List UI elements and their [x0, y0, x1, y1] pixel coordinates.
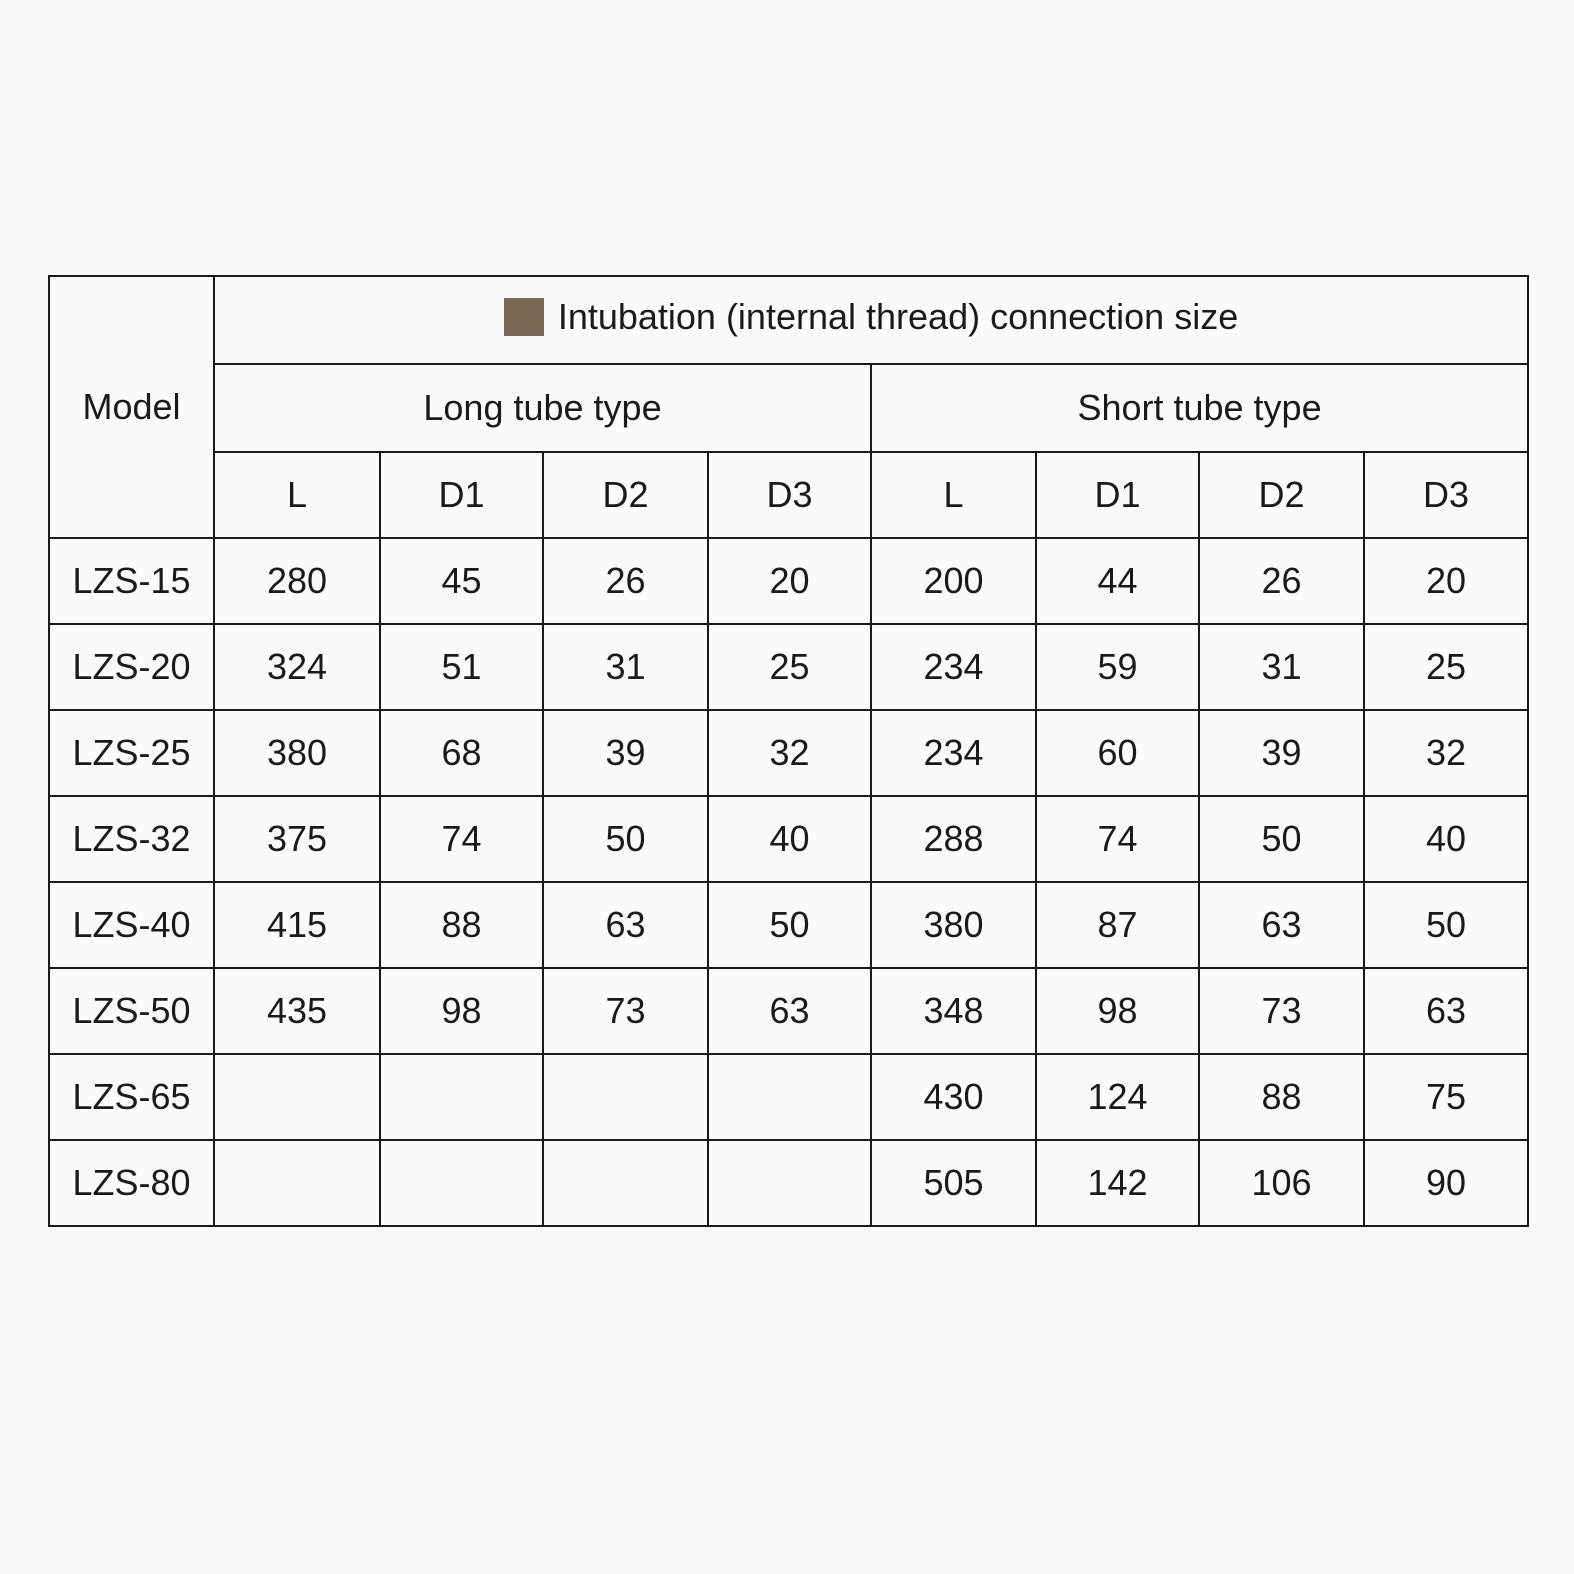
value-cell: 380: [214, 710, 380, 796]
column-header: D2: [543, 452, 708, 538]
value-cell: 32: [708, 710, 871, 796]
value-cell: 45: [380, 538, 543, 624]
table-row: [49, 968, 1528, 1054]
table-row: [49, 538, 1528, 624]
value-cell: 234: [871, 710, 1036, 796]
value-cell: 74: [380, 796, 543, 882]
value-cell: 98: [380, 968, 543, 1054]
group-header-long: Long tube type: [214, 364, 871, 452]
value-cell: 60: [1036, 710, 1199, 796]
value-cell: [214, 1054, 380, 1140]
model-cell: LZS-40: [49, 882, 214, 968]
value-cell: 26: [1199, 538, 1364, 624]
table-row: [49, 710, 1528, 796]
column-header: D2: [1199, 452, 1364, 538]
value-cell: 324: [214, 624, 380, 710]
value-cell: 20: [708, 538, 871, 624]
column-header: D1: [1036, 452, 1199, 538]
value-cell: 430: [871, 1054, 1036, 1140]
value-cell: 505: [871, 1140, 1036, 1226]
model-cell: LZS-20: [49, 624, 214, 710]
model-cell: LZS-32: [49, 796, 214, 882]
value-cell: 375: [214, 796, 380, 882]
value-cell: 25: [1364, 624, 1528, 710]
value-cell: 50: [1199, 796, 1364, 882]
value-cell: 63: [543, 882, 708, 968]
value-cell: 68: [380, 710, 543, 796]
column-header: L: [871, 452, 1036, 538]
value-cell: [708, 1054, 871, 1140]
model-cell: LZS-65: [49, 1054, 214, 1140]
table-row: [49, 1054, 1528, 1140]
table-title: Intubation (internal thread) connection size: [557, 295, 1239, 337]
value-cell: 74: [1036, 796, 1199, 882]
value-cell: 124: [1036, 1054, 1199, 1140]
value-cell: 87: [1036, 882, 1199, 968]
column-header: D3: [708, 452, 871, 538]
value-cell: 63: [708, 968, 871, 1054]
value-cell: 280: [214, 538, 380, 624]
value-cell: 32: [1364, 710, 1528, 796]
value-cell: [380, 1140, 543, 1226]
value-cell: 44: [1036, 538, 1199, 624]
model-cell: LZS-15: [49, 538, 214, 624]
value-cell: 40: [1364, 796, 1528, 882]
value-cell: 90: [1364, 1140, 1528, 1226]
value-cell: 39: [1199, 710, 1364, 796]
value-cell: 380: [871, 882, 1036, 968]
value-cell: 73: [543, 968, 708, 1054]
model-header: Model: [49, 276, 214, 538]
table-row: [49, 624, 1528, 710]
value-cell: 88: [1199, 1054, 1364, 1140]
group-header-short: Short tube type: [871, 364, 1528, 452]
model-cell: LZS-80: [49, 1140, 214, 1226]
value-cell: 50: [543, 796, 708, 882]
value-cell: 106: [1199, 1140, 1364, 1226]
value-cell: 75: [1364, 1054, 1528, 1140]
value-cell: 98: [1036, 968, 1199, 1054]
value-cell: 26: [543, 538, 708, 624]
value-cell: 39: [543, 710, 708, 796]
value-cell: 50: [1364, 882, 1528, 968]
value-cell: 59: [1036, 624, 1199, 710]
value-cell: 200: [871, 538, 1036, 624]
spec-table: [48, 275, 1529, 1227]
value-cell: [380, 1054, 543, 1140]
value-cell: 31: [543, 624, 708, 710]
value-cell: 63: [1364, 968, 1528, 1054]
value-cell: 20: [1364, 538, 1528, 624]
title-color-swatch: [504, 298, 544, 336]
value-cell: 25: [708, 624, 871, 710]
column-header: D1: [380, 452, 543, 538]
model-cell: LZS-50: [49, 968, 214, 1054]
model-cell: LZS-25: [49, 710, 214, 796]
value-cell: 415: [214, 882, 380, 968]
value-cell: [214, 1140, 380, 1226]
value-cell: 142: [1036, 1140, 1199, 1226]
table-row: [49, 882, 1528, 968]
table-row: [49, 1140, 1528, 1226]
value-cell: 88: [380, 882, 543, 968]
value-cell: [543, 1054, 708, 1140]
value-cell: 73: [1199, 968, 1364, 1054]
value-cell: [708, 1140, 871, 1226]
value-cell: 31: [1199, 624, 1364, 710]
column-header: L: [214, 452, 380, 538]
value-cell: 40: [708, 796, 871, 882]
column-header: D3: [1364, 452, 1528, 538]
value-cell: 50: [708, 882, 871, 968]
value-cell: 288: [871, 796, 1036, 882]
value-cell: [543, 1140, 708, 1226]
value-cell: 234: [871, 624, 1036, 710]
value-cell: 348: [871, 968, 1036, 1054]
value-cell: 51: [380, 624, 543, 710]
table-row: [49, 796, 1528, 882]
value-cell: 63: [1199, 882, 1364, 968]
table-title-cell: [214, 276, 1528, 364]
value-cell: 435: [214, 968, 380, 1054]
